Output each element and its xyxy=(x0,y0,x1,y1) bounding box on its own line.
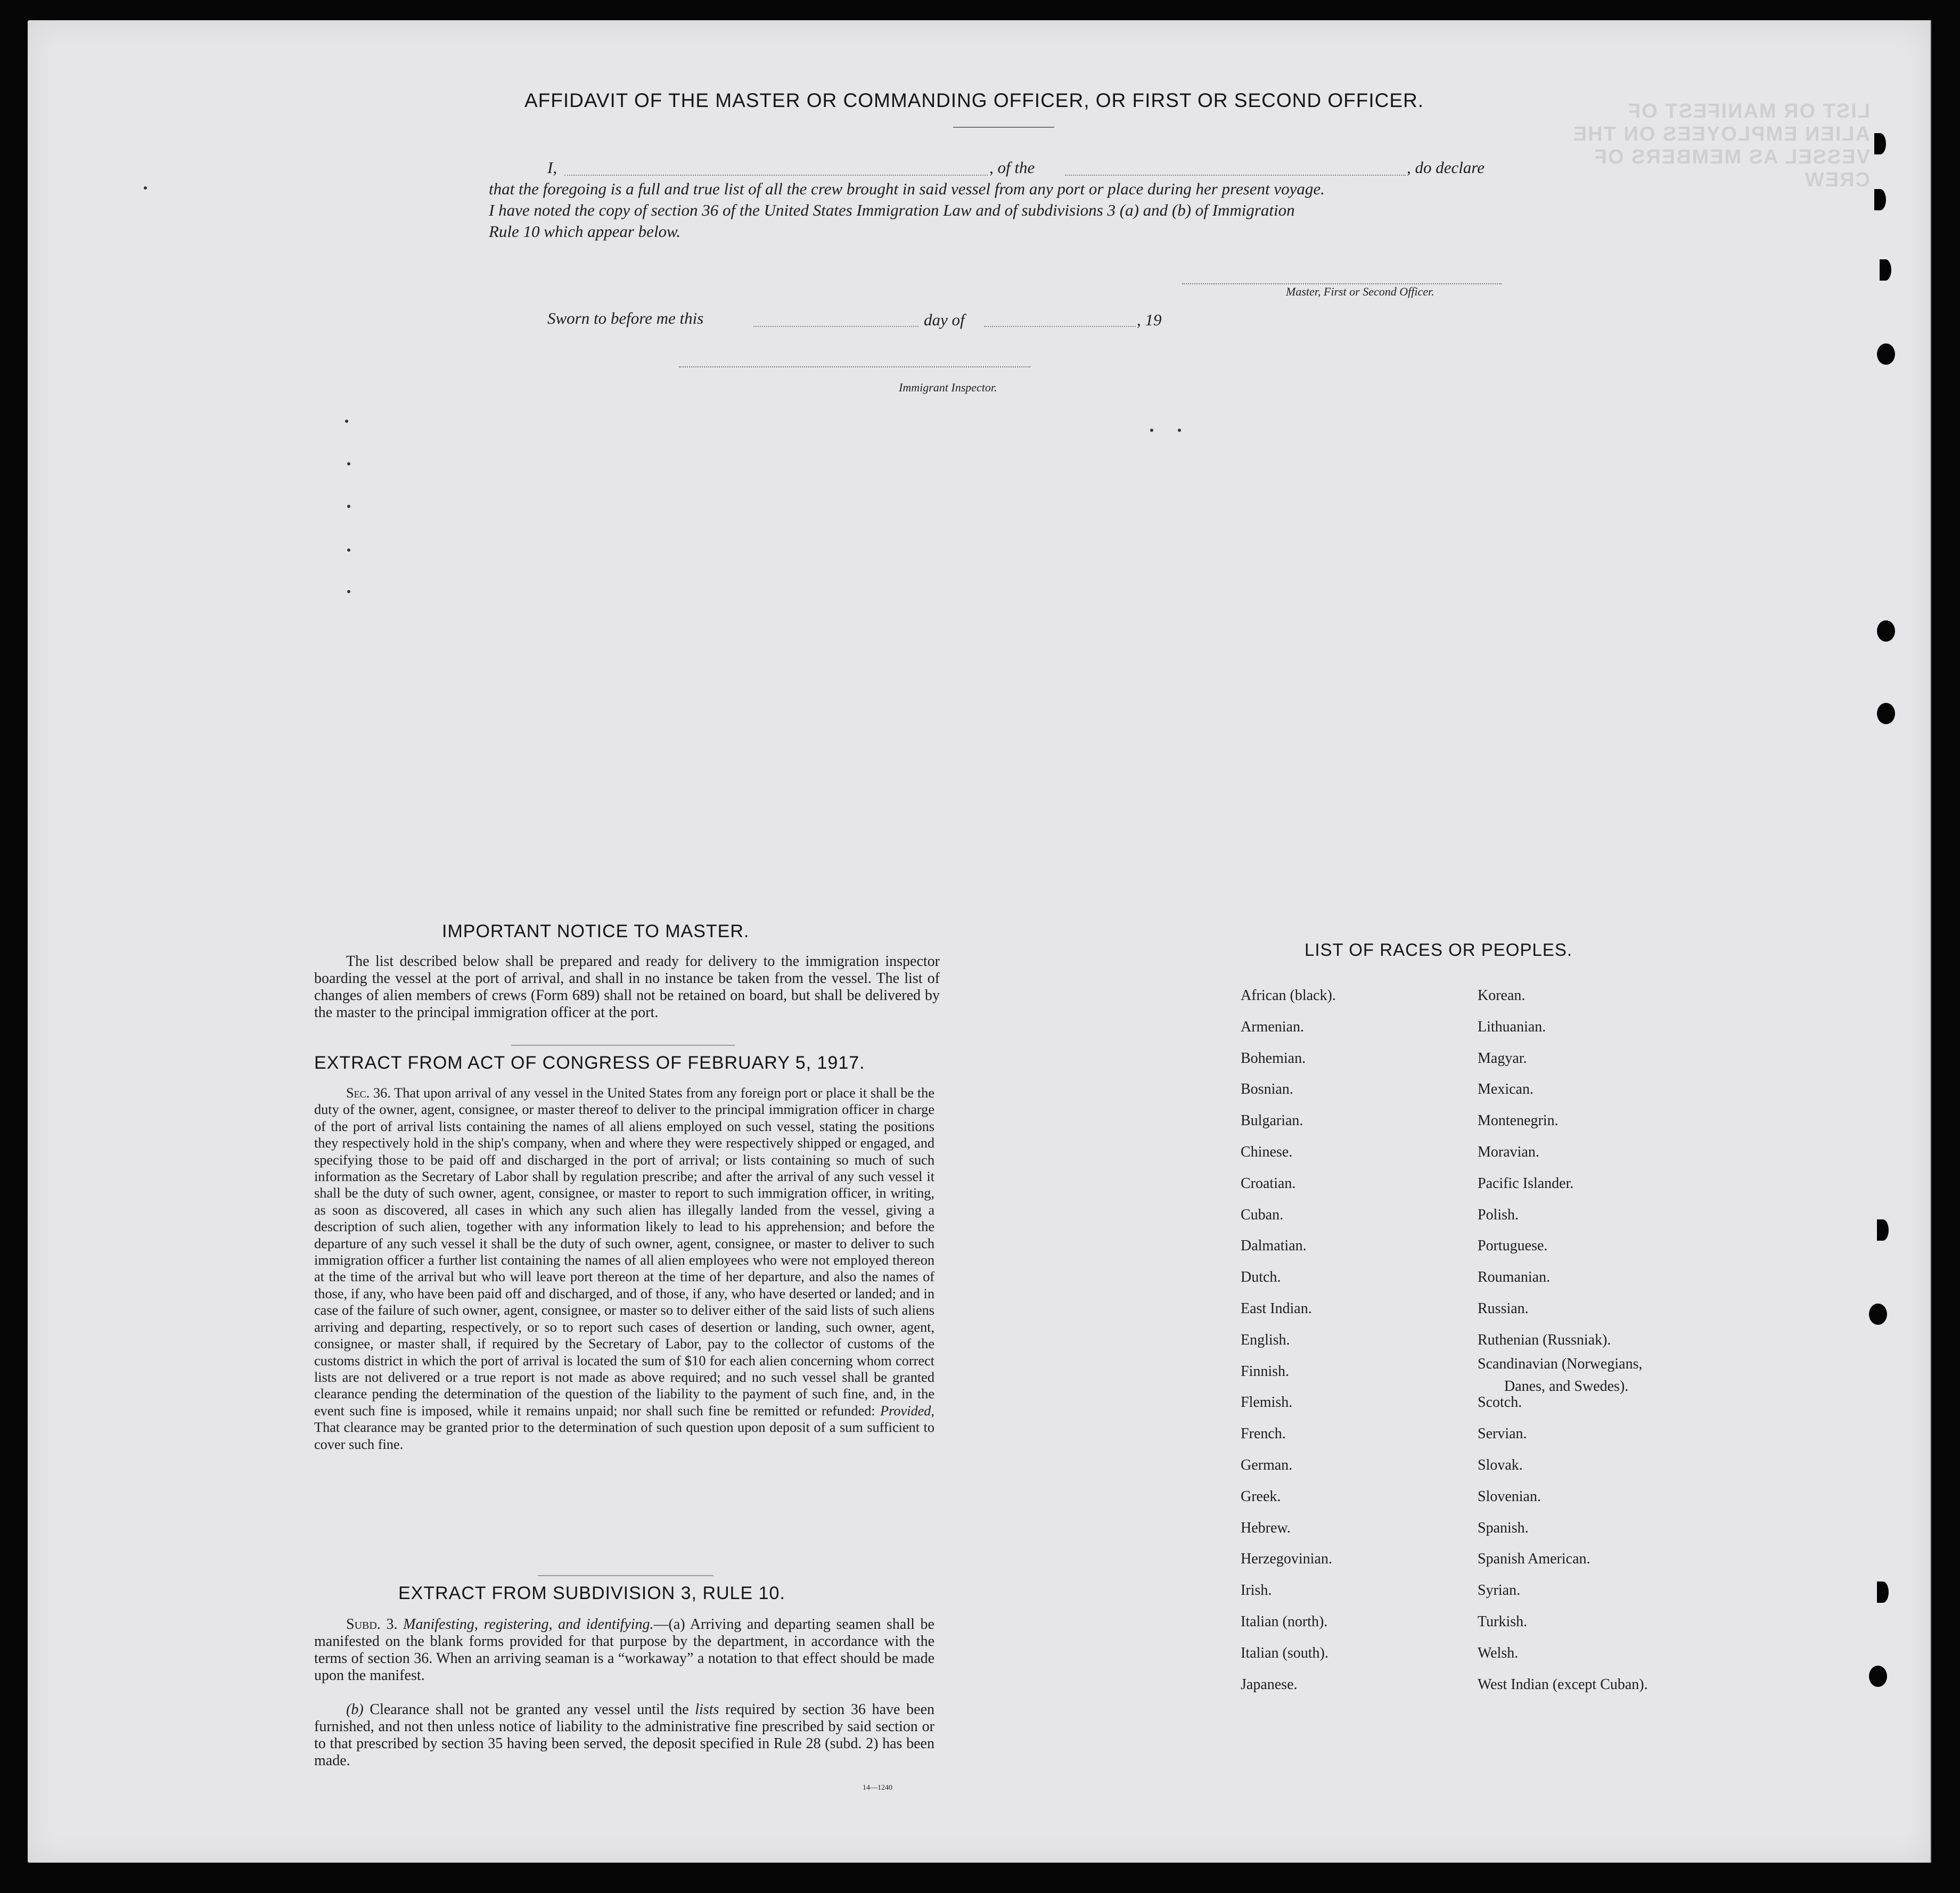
act-text: That upon arrival of any vessel in the United States from any foreign port or place it shall be the duty of the owner, agent, consignee, or master thereof to deliver to the principal immigration officer in charge of the port of arrival lists containing the names of all aliens employed on such vessel, stating the positions they respectively hold in the ship's company, when and where they were respectively shipped or engaged, and specifying those to be paid off and discharged in the port of arrival; or lists containing so much of such information as the Secretary of Labor shall by regulation prescribe; and after the arrival of any such vessel it shall be the duty of such owner, agent, consignee, or master to report to such immigration officer, in writing, as soon as discovered, all cases in which any such alien has illegally landed from the vessel, giving a description of such alien, together with any information likely to lead to his apprehension; and before the departure of any such vessel it shall be the duty of such owner, agent, consignee, or master to deliver to such immigration officer a further list containing the names of all alien employees who were not employed thereon at the time of the arrival but who will leave port thereon at the time of her departure, and also the names of those, if any, who have been paid off and discharged, and of those, if any, who have deserted or landed; and in case of the failure of such owner, agent, consignee, or master so to deliver either of the said lists of such aliens arriving and departing, respectively, or so to report such cases of desertion or landing, such owner, agent, consignee, or master shall, if required by the Secretary of Labor, pay to the collector of customs of the customs district in which the port of arrival is located the sum of $10 for each alien concerning whom correct lists are not delivered or a true report is not made as above required; and no such vessel shall be granted clearance pending the determination of the question of the liability to the payment of such fine, and, in the event such fine is imposed, while it remains unpaid; nor shall such fine be remitted or refunded: xyxy=(314,1085,934,1419)
race-item: Japanese. xyxy=(1241,1676,1298,1693)
rule-a xyxy=(314,1616,934,1684)
race-item: Servian. xyxy=(1478,1425,1527,1442)
speck xyxy=(347,462,350,465)
speck xyxy=(1178,429,1181,432)
inspector-signature-field[interactable] xyxy=(679,366,1030,367)
affidavit-do-declare: , do declare xyxy=(1407,158,1485,177)
race-item: Italian (south). xyxy=(1241,1645,1328,1661)
speck xyxy=(347,505,350,508)
act-tail: That clearance may be granted prior to the determination of such question upon deposit of a sum sufficient to cover such fine. xyxy=(314,1420,934,1452)
speck xyxy=(345,420,348,423)
race-item: Syrian. xyxy=(1478,1582,1521,1599)
races-title: LIST OF RACES OR PEOPLES. xyxy=(1305,940,1573,960)
race-item: English. xyxy=(1241,1332,1290,1348)
notice-title: IMPORTANT NOTICE TO MASTER. xyxy=(442,921,750,941)
binder-hole xyxy=(1877,1219,1889,1241)
race-item: Korean. xyxy=(1478,987,1526,1004)
speck xyxy=(144,186,147,190)
race-item: Magyar. xyxy=(1478,1050,1527,1067)
race-item: Bohemian. xyxy=(1241,1050,1306,1067)
binder-hole xyxy=(1874,189,1886,210)
binder-hole xyxy=(1869,1666,1887,1687)
bleed-through-text: LIST OR MANIFEST OF ALIEN EMPLOYEES ON THE VESSEL AS MEMBERS OF CREW xyxy=(1572,100,1870,191)
binder-hole xyxy=(1874,133,1886,154)
affidavit-line-4: Rule 10 which appear below. xyxy=(489,222,681,241)
race-item: Flemish. xyxy=(1241,1394,1293,1411)
race-item: Bosnian. xyxy=(1241,1081,1293,1097)
document-page xyxy=(28,20,1931,1863)
race-item: Pacific Islander. xyxy=(1478,1175,1574,1192)
binder-hole xyxy=(1877,1581,1889,1603)
sworn-day-field[interactable] xyxy=(753,326,919,327)
act-provided: Provided, xyxy=(880,1403,935,1419)
race-item: Armenian. xyxy=(1241,1019,1304,1035)
race-item: Polish. xyxy=(1478,1207,1519,1223)
affidavit-i: I, xyxy=(547,158,557,177)
rule-b-lists: lists xyxy=(695,1701,719,1718)
sworn-month-field[interactable] xyxy=(984,326,1136,327)
year-text: , 19 xyxy=(1137,310,1162,329)
race-item: Finnish. xyxy=(1241,1363,1290,1380)
affidavit-line-3: I have noted the copy of section 36 of the United States Immigration Law and of subdivisions 3 (a) and (b) of Immigration xyxy=(489,201,1295,219)
race-item: Ruthenian (Russniak). xyxy=(1478,1332,1611,1348)
race-item: Slovak. xyxy=(1478,1457,1523,1473)
binder-hole xyxy=(1877,620,1895,642)
act-body xyxy=(314,1085,934,1453)
race-item: Dutch. xyxy=(1241,1269,1281,1285)
race-item: Russian. xyxy=(1478,1300,1529,1317)
race-item: French. xyxy=(1241,1425,1286,1442)
rule-a-body: Arriving and departing seamen shall be manifested on the blank forms provided for that purpose by the department, in accordance with the terms of section 36. When an arriving seaman is a “workaway” a notation to that effect should be made upon the manifest. xyxy=(314,1616,934,1684)
race-item: Slovenian. xyxy=(1478,1488,1541,1505)
race-item: Moravian. xyxy=(1478,1144,1539,1160)
affidavit-title: AFFIDAVIT OF THE MASTER OR COMMANDING OFFICER, OR FIRST OR SECOND OFFICER. xyxy=(524,89,1424,111)
race-item: Mexican. xyxy=(1478,1081,1533,1097)
rule-title: EXTRACT FROM SUBDIVISION 3, RULE 10. xyxy=(398,1583,785,1603)
race-item: Irish. xyxy=(1241,1582,1272,1599)
act-lead: Sec. 36. xyxy=(346,1085,391,1101)
race-item: Lithuanian. xyxy=(1478,1019,1546,1035)
affidavit-line-2: that the foregoing is a full and true list of all the crew brought in said vessel from any port or place during her present voyage. xyxy=(489,179,1325,198)
inspector-caption: Immigrant Inspector. xyxy=(899,381,997,394)
rule-lead-italic: Manifesting, registering, and identifying. xyxy=(403,1616,654,1633)
race-item: Cuban. xyxy=(1241,1207,1284,1223)
rule-lead: Subd. 3. xyxy=(346,1616,398,1633)
binder-hole xyxy=(1880,259,1891,281)
race-item: Welsh. xyxy=(1478,1645,1519,1661)
rule-b-label: (b) xyxy=(346,1701,364,1718)
act-title: EXTRACT FROM ACT OF CONGRESS OF FEBRUARY 5, 1917. xyxy=(314,1053,865,1073)
day-of-text: day of xyxy=(924,310,965,329)
form-number: 14—1240 xyxy=(863,1784,892,1792)
signature-caption: Master, First or Second Officer. xyxy=(1286,285,1434,298)
vessel-field[interactable] xyxy=(1065,175,1406,176)
race-item: Herzegovinian. xyxy=(1241,1551,1332,1567)
race-item: Turkish. xyxy=(1478,1613,1528,1630)
race-item: West Indian (except Cuban). xyxy=(1478,1676,1648,1693)
title-rule xyxy=(953,127,1054,128)
race-item: Montenegrin. xyxy=(1478,1112,1559,1129)
race-item: Italian (north). xyxy=(1241,1613,1328,1630)
race-item: Chinese. xyxy=(1241,1144,1293,1160)
binder-hole xyxy=(1877,703,1895,724)
speck xyxy=(347,548,350,552)
notice-body: The list described below shall be prepared and ready for delivery to the immigration inspector boarding the vessel at the port of arrival, and shall in no instance be taken from the vessel. The list of changes of alien members of crews (Form 689) shall not be retained on board, but shall be delivered by the master to the principal immigration officer at the port. xyxy=(314,953,940,1021)
race-item: German. xyxy=(1241,1457,1293,1473)
rule-a-label: —(a) xyxy=(653,1616,685,1633)
rule-b xyxy=(314,1701,934,1769)
race-item: Croatian. xyxy=(1241,1175,1296,1192)
race-item: Spanish American. xyxy=(1478,1551,1590,1567)
race-item: Hebrew. xyxy=(1241,1520,1291,1536)
race-item: East Indian. xyxy=(1241,1300,1312,1317)
section-rule xyxy=(538,1575,714,1576)
section-rule xyxy=(511,1045,735,1046)
race-item: Scandinavian (Norwegians, xyxy=(1478,1356,1643,1372)
page-edge xyxy=(1930,20,1931,1863)
race-item: Spanish. xyxy=(1478,1520,1529,1536)
race-item: Portuguese. xyxy=(1478,1238,1548,1254)
sworn-text: Sworn to before me this xyxy=(547,309,704,327)
rule-b-body-1: Clearance shall not be granted any vessel until the xyxy=(370,1701,689,1718)
race-item: Danes, and Swedes). xyxy=(1504,1378,1629,1395)
speck xyxy=(347,590,350,593)
signature-field[interactable] xyxy=(1182,283,1502,284)
race-item: Dalmatian. xyxy=(1241,1238,1307,1254)
race-item: Roumanian. xyxy=(1478,1269,1551,1285)
binder-hole xyxy=(1877,343,1895,365)
rule-b-body-2: required by section 36 have been furnished, and not then unless notice of liability to the administrative fine prescribed by said section or to that prescribed by section 35 having been served, the deposit specified in Rule 28 (subd. 2) has been made. xyxy=(314,1701,935,1769)
affidavit-of-the: , of the xyxy=(989,158,1035,177)
name-field[interactable] xyxy=(564,175,988,176)
race-item: African (black). xyxy=(1241,987,1336,1004)
speck xyxy=(1150,429,1153,432)
race-item: Greek. xyxy=(1241,1488,1281,1505)
binder-hole xyxy=(1869,1304,1887,1325)
race-item: Scotch. xyxy=(1478,1394,1522,1411)
race-item: Bulgarian. xyxy=(1241,1112,1303,1129)
